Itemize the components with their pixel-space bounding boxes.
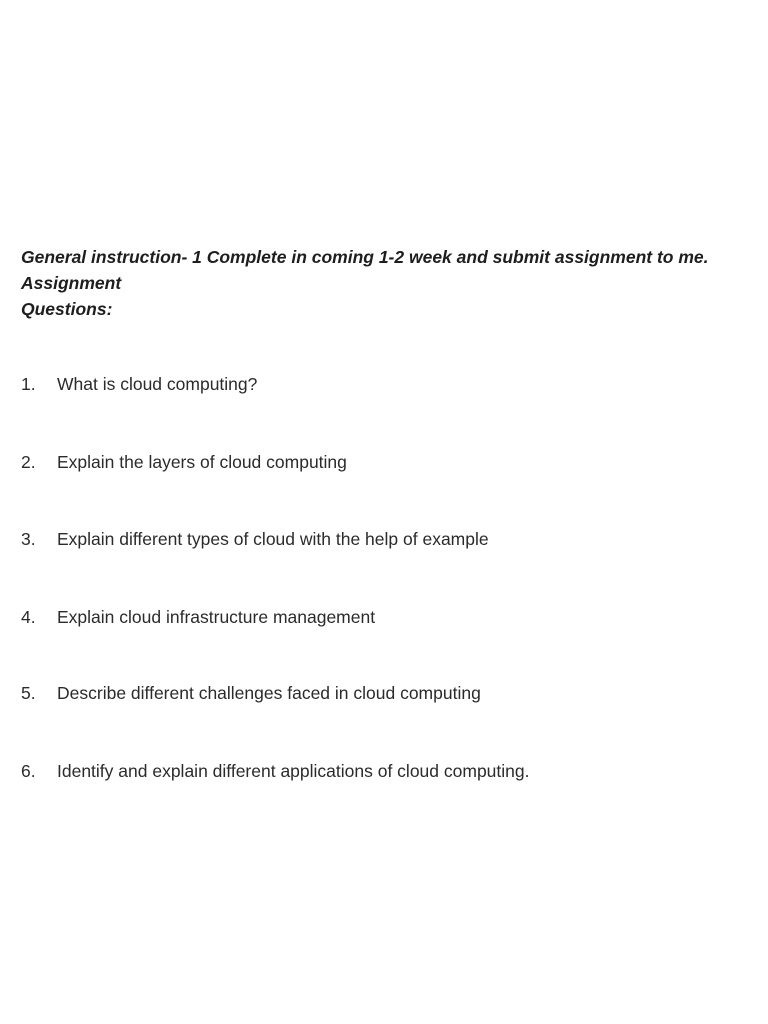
question-number: 5.	[21, 683, 36, 703]
assignment-title: Assignment	[21, 273, 122, 293]
general-instruction: General instruction- 1 Complete in coming 1-2 week and submit assignment to me.	[21, 247, 709, 267]
question-item	[21, 759, 751, 783]
question-item	[21, 450, 751, 474]
question-item	[21, 681, 751, 705]
question-text: Explain the layers of cloud computing	[57, 452, 347, 472]
question-item	[21, 605, 751, 629]
questions-label: Questions:	[21, 299, 113, 319]
question-text: Explain different types of cloud with the help of example	[57, 529, 489, 549]
question-number: 4.	[21, 607, 36, 627]
question-number: 2.	[21, 452, 36, 472]
question-number: 3.	[21, 529, 36, 549]
question-text: What is cloud computing?	[57, 374, 258, 394]
question-item	[21, 527, 751, 551]
question-number: 6.	[21, 761, 36, 781]
question-text: Explain cloud infrastructure management	[57, 607, 376, 627]
question-number: 1.	[21, 374, 36, 394]
question-text: Identify and explain different applications of cloud computing.	[57, 761, 530, 781]
question-item	[21, 372, 751, 396]
question-text: Describe different challenges faced in cloud computing	[57, 683, 481, 703]
